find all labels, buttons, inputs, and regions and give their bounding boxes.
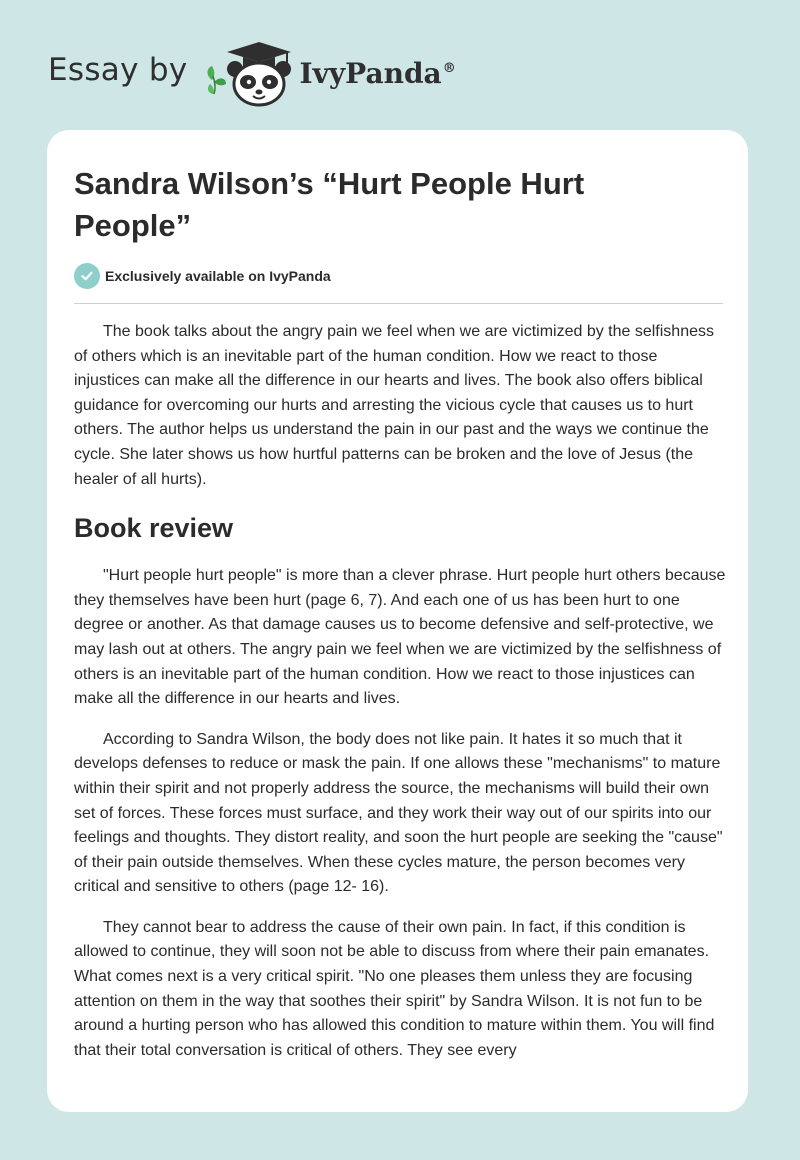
title-divider <box>74 303 723 304</box>
check-icon <box>74 263 100 289</box>
ivy-leaf-icon <box>207 66 226 94</box>
brand-name[interactable] <box>300 57 456 90</box>
registered-mark: ® <box>442 61 456 77</box>
body-paragraph: "Hurt people hurt people" is more than a clever phrase. Hurt people hurt others because they themselves have been hurt (page 6, 7). And each one of us has been hurt to one degree or another. As that damage causes us to become defensive and self-protective, we may lash out at others. The angry pain we feel when we are victimized by the selfishness of others is an inevitable part of the human condition. How we react to those injustices can make all the difference in our hearts and lives. <box>74 567 726 708</box>
body-paragraph: They cannot bear to address the cause of their own pain. In fact, if this condition is allowed to continue, they will soon not be able to discuss from where their pain emanates. What comes next is a very critical spirit. "No one pleases them unless they are focusing attention on them in the way that soothes their spirit" by Sandra Wilson. It is not fun to be around a hurting person who has allowed this condition to mature within them. You will find that their total conversation is critical of others. They see every <box>74 918 715 1059</box>
intro-paragraph: The book talks about the angry pain we feel when we are victimized by the selfishness of others which is an inevitable part of the human condition. How we react to those injustices can make all the difference in our hearts and lives. The book also offers biblical guidance for overcoming our hurts and arresting the vicious cycle that causes us to hurt others. The author helps us understand the pain in our past and the ways we continue the cycle. She later shows us how hurtful patterns can be broken and the love of Jesus (the healer of all hurts). <box>74 323 714 488</box>
section-heading: Book review <box>74 513 234 544</box>
exclusive-badge <box>74 263 331 289</box>
brand-text: IvyPanda <box>299 56 442 90</box>
essay-body <box>74 320 726 1079</box>
exclusive-label: Exclusively available on IvyPanda <box>105 268 331 284</box>
essay-title: Sandra Wilson’s “Hurt People Hurt People” <box>74 166 585 243</box>
essay-by-label: Essay by <box>48 52 188 88</box>
panda-graduate-logo-icon[interactable] <box>202 36 294 108</box>
essay-card <box>47 130 748 1112</box>
site-header <box>48 36 456 108</box>
body-paragraph: According to Sandra Wilson, the body does not like pain. It hates it so much that it develops defenses to reduce or mask the pain. If one allows these "mechanisms" to mature within their spirit and not properly address the source, the mechanisms will build their own set of forces. These forces must surface, and they work their way out of our spirits into our feelings and thoughts. They distort reality, and soon the hurt people are seeking the "cause" of their pain outside themselves. When these cycles mature, the person becomes very critical and sensitive to others (page 12- 16). <box>74 730 723 896</box>
